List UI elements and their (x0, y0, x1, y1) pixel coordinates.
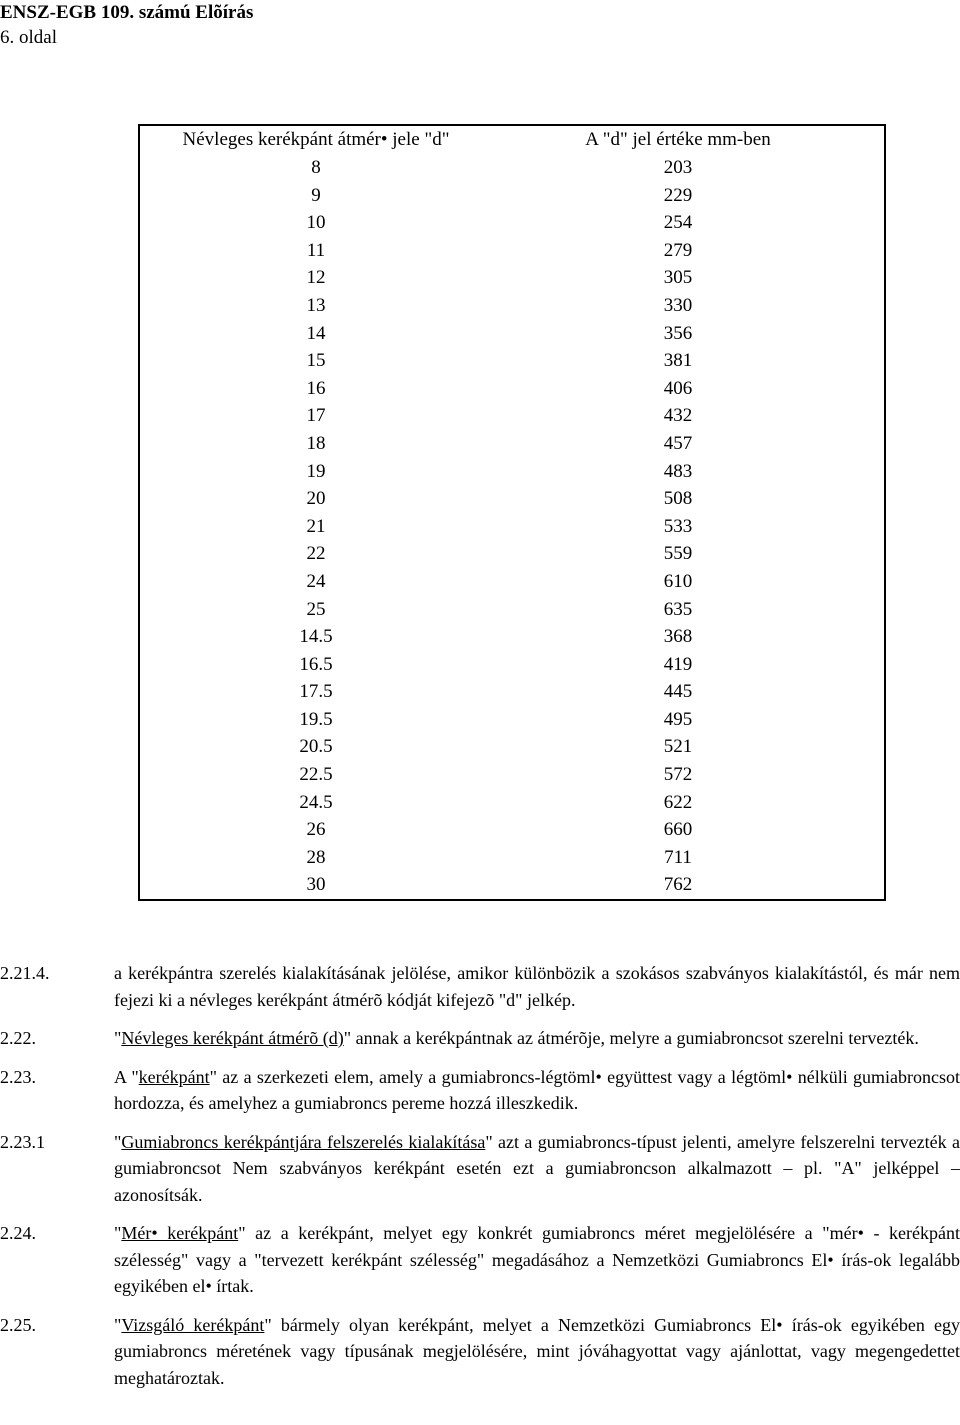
definition-lead: " (114, 1131, 122, 1152)
definition-lead: " (114, 1028, 122, 1048)
cell-value-mm: 381 (663, 350, 693, 372)
table-row (139, 568, 885, 596)
definition-term: Mér• kerékpánt (121, 1223, 239, 1243)
definition-lead: A " (114, 1066, 139, 1087)
cell-nominal-diameter: 21 (306, 515, 326, 537)
definition-term: kerékpánt (138, 1066, 210, 1087)
definition-body: a kerékpántra szerelés kialakításának jelölése, amikor különbözik a szokásos szabványos kialakítástól, és már nem fejezi ki a névleges kerékpánt átmérõ kódját kifejezõ "d" jelkép. (114, 963, 960, 1010)
table-row (139, 596, 885, 624)
cell-nominal-diameter: 8 (311, 157, 321, 178)
table-body (139, 154, 885, 900)
cell-value-mm: 660 (663, 819, 693, 841)
cell-nominal-diameter: 9 (311, 184, 321, 206)
table-row (139, 789, 885, 817)
table-row (139, 375, 885, 403)
cell-value-mm: 483 (663, 460, 693, 482)
cell-value-mm: 508 (663, 488, 693, 510)
cell-nominal-diameter: 19 (306, 460, 326, 482)
cell-nominal-diameter: 30 (306, 874, 326, 896)
rim-diameter-table (138, 124, 886, 901)
table-row (139, 154, 885, 182)
cell-nominal-diameter: 16.5 (299, 653, 333, 675)
definition-number: 2.23. (0, 1066, 36, 1087)
table-row (139, 513, 885, 541)
definition-number: 2.21.4. (0, 963, 50, 983)
cell-value-mm: 330 (663, 294, 693, 316)
definition-paragraph (0, 1220, 960, 1300)
cell-value-mm: 406 (663, 377, 693, 399)
table-row (139, 182, 885, 210)
table-row (139, 320, 885, 348)
table-row (139, 430, 885, 458)
table-row (139, 237, 885, 265)
definition-body: " az a kerékpánt, melyet egy konkrét gumiabroncs méret megjelölésére a "mér• - kerékpánt szélesség" vagy a "tervezett kerékpánt szélesség" megadásához a Nemzetközi Gumiabroncs El• írás-ok legalább egyikében el• írtak. (114, 1223, 960, 1296)
document-title: ENSZ-EGB 109. számú Elõírás (0, 2, 254, 23)
table-row (139, 209, 885, 237)
table-row (139, 816, 885, 844)
table-row (139, 402, 885, 430)
table-row (139, 651, 885, 679)
definition-text (114, 1129, 960, 1209)
table-row (139, 485, 885, 513)
cell-nominal-diameter: 13 (306, 294, 326, 316)
cell-value-mm: 445 (663, 681, 693, 703)
table-row (139, 733, 885, 761)
cell-nominal-diameter: 19.5 (299, 708, 333, 730)
definitions-section (0, 960, 960, 1403)
definition-text (114, 1064, 960, 1117)
cell-value-mm: 368 (663, 626, 693, 648)
cell-value-mm: 762 (663, 874, 693, 896)
cell-value-mm: 203 (663, 157, 693, 178)
cell-value-mm: 635 (663, 598, 693, 620)
definition-text (114, 1312, 960, 1392)
cell-value-mm: 356 (663, 322, 693, 344)
cell-nominal-diameter: 14.5 (299, 626, 333, 648)
cell-nominal-diameter: 18 (306, 432, 326, 454)
definition-body: " bármely olyan kerékpánt, melyet a Nemzetközi Gumiabroncs El• írás-ok egyikében egy gumiabroncs méretének vagy típusának megjelölésére, mint jóváhagyottat vagy ajánlottat, vagy megengedettet meghatároztak. (114, 1314, 960, 1388)
cell-nominal-diameter: 20 (306, 488, 326, 510)
cell-nominal-diameter: 17 (306, 405, 326, 427)
cell-value-mm: 457 (663, 432, 693, 454)
col-header-nominal-diameter: Névleges kerékpánt átmér• jele "d" (182, 129, 450, 151)
definition-body: " azt a gumiabroncs-típust jelenti, amelyre felszerelni tervezték a gumiabroncsot Nem szabványos kerékpánt esetén ezt a gumiabroncson alkalmazott – pl. "A" jelképpel – azonosítsák. (114, 1131, 960, 1205)
cell-value-mm: 254 (663, 212, 693, 234)
cell-value-mm: 432 (663, 405, 693, 427)
cell-nominal-diameter: 22.5 (299, 764, 333, 786)
cell-nominal-diameter: 11 (306, 239, 326, 261)
cell-value-mm: 229 (663, 184, 693, 206)
cell-value-mm: 622 (663, 791, 693, 813)
cell-nominal-diameter: 22 (306, 543, 326, 565)
page-header (0, 0, 253, 50)
cell-nominal-diameter: 20.5 (299, 736, 333, 758)
cell-value-mm: 521 (663, 736, 693, 758)
definition-term: Vizsgáló kerékpánt (121, 1314, 265, 1335)
table-row (139, 347, 885, 375)
definition-paragraph (0, 1064, 960, 1117)
table-row (139, 458, 885, 486)
cell-nominal-diameter: 26 (306, 819, 326, 841)
cell-value-mm: 559 (663, 543, 693, 565)
definition-paragraph (0, 1025, 960, 1052)
table-row (139, 678, 885, 706)
table-row (139, 871, 885, 900)
cell-nominal-diameter: 24 (306, 570, 326, 592)
definition-term: Gumiabroncs kerékpántjára felszerelés kialakítása (121, 1131, 486, 1152)
definition-term: Névleges kerékpánt átmérõ (d) (121, 1028, 344, 1048)
cell-nominal-diameter: 12 (306, 267, 326, 289)
table-row (139, 623, 885, 651)
definition-body: " az a szerkezeti elem, amely a gumiabroncs-légtöml• együttest vagy a légtöml• nélküli gumiabroncsot hordozza, és amelyhez a gumiabroncs pereme hozzá illeszkedik. (114, 1066, 960, 1113)
cell-nominal-diameter: 14 (306, 322, 326, 344)
cell-value-mm: 572 (663, 764, 693, 786)
table-row (139, 706, 885, 734)
definition-text (114, 960, 960, 1013)
definition-lead: " (114, 1223, 122, 1243)
cell-value-mm: 533 (663, 515, 693, 537)
definition-paragraph (0, 1312, 960, 1392)
table-row (139, 292, 885, 320)
definition-number: 2.24. (0, 1223, 36, 1243)
cell-value-mm: 711 (664, 846, 692, 868)
definition-paragraph (0, 1129, 960, 1209)
definition-number: 2.22. (0, 1028, 36, 1048)
cell-value-mm: 279 (663, 239, 693, 261)
table-row (139, 761, 885, 789)
definition-text (114, 1025, 960, 1052)
table-row (139, 540, 885, 568)
cell-value-mm: 495 (663, 708, 693, 730)
col-header-value-mm: A "d" jel értéke mm-ben (585, 129, 771, 151)
table-row (139, 264, 885, 292)
cell-nominal-diameter: 17.5 (299, 681, 333, 703)
cell-nominal-diameter: 15 (306, 350, 326, 372)
page-number: 6. oldal (0, 27, 57, 48)
table-row (139, 844, 885, 872)
cell-nominal-diameter: 28 (306, 846, 326, 868)
cell-value-mm: 610 (663, 570, 693, 592)
cell-nominal-diameter: 10 (306, 212, 326, 234)
cell-nominal-diameter: 16 (306, 377, 326, 399)
definition-lead: " (114, 1314, 122, 1335)
cell-nominal-diameter: 24.5 (299, 791, 333, 813)
definition-paragraph (0, 960, 960, 1013)
definition-body: " annak a kerékpántnak az átmérõje, melyre a gumiabroncsot szerelni tervezték. (343, 1028, 919, 1048)
cell-value-mm: 305 (663, 267, 693, 289)
definition-text (114, 1220, 960, 1300)
definition-number: 2.25. (0, 1314, 36, 1335)
table-header-row (139, 125, 885, 154)
cell-nominal-diameter: 25 (306, 598, 326, 620)
cell-value-mm: 419 (663, 653, 693, 675)
definition-number: 2.23.1 (0, 1131, 45, 1152)
